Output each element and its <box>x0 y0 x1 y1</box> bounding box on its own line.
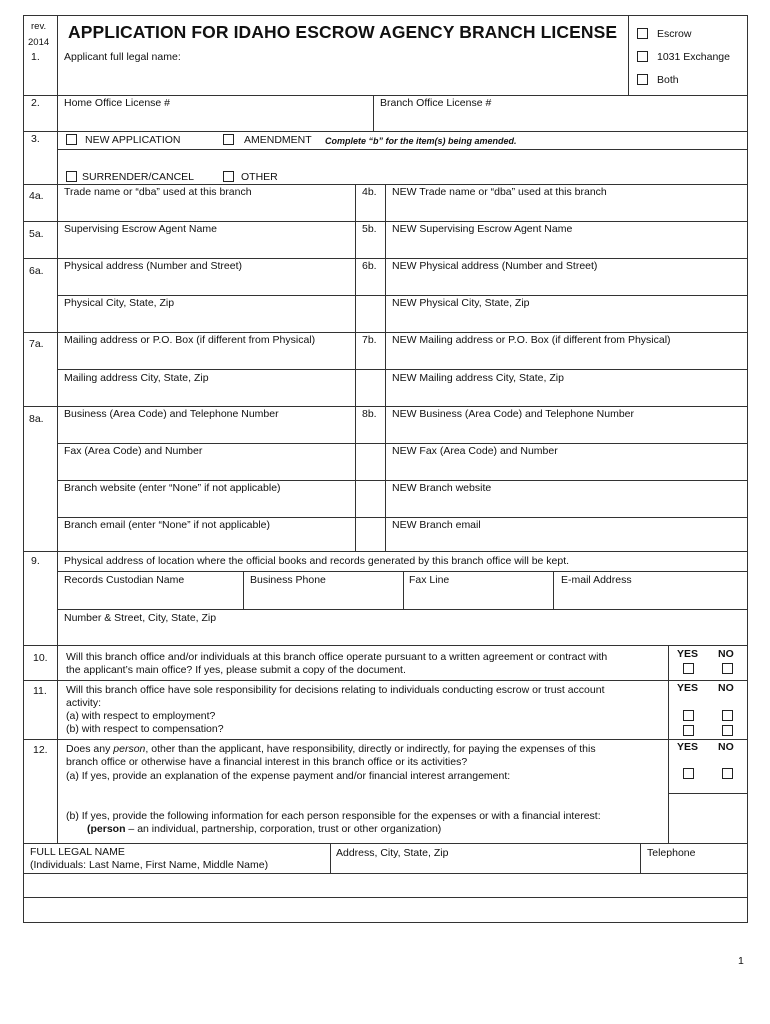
q10-yes-checkbox[interactable] <box>683 663 694 674</box>
table-row[interactable] <box>24 898 746 921</box>
new-fax-label: NEW Fax (Area Code) and Number <box>392 445 558 457</box>
table-header-address: Address, City, State, Zip <box>336 847 449 859</box>
surrender-cancel-checkbox[interactable] <box>66 171 77 182</box>
q12-no-label: NO <box>718 741 734 753</box>
surrender-cancel-label: SURRENDER/CANCEL <box>82 171 195 183</box>
row-number-1: 1. <box>31 51 40 63</box>
custodian-label: Records Custodian Name <box>64 574 185 586</box>
branch-office-license-label: Branch Office License # <box>380 97 492 109</box>
applicant-name-label: Applicant full legal name: <box>64 51 181 63</box>
revision-label: rev. <box>31 21 47 32</box>
escrow-checkbox[interactable] <box>637 28 648 39</box>
q12-item-b: (b) If yes, provide the following information for each person responsible for the expenses or with a financial interest: <box>66 810 601 822</box>
amendment-checkbox[interactable] <box>223 134 234 145</box>
new-application-label: NEW APPLICATION <box>85 134 181 146</box>
row-number-10: 10. <box>33 652 48 664</box>
physical-address-field[interactable] <box>58 273 354 294</box>
other-label: OTHER <box>241 171 278 183</box>
q12-person-term: person <box>113 743 146 755</box>
new-trade-name-field[interactable] <box>386 199 746 220</box>
q11-text-line2: activity: <box>66 697 102 709</box>
records-street-field[interactable] <box>58 625 746 644</box>
website-field[interactable] <box>58 495 354 516</box>
amendment-label: AMENDMENT <box>244 134 312 146</box>
new-telephone-label: NEW Business (Area Code) and Telephone Number <box>392 408 635 420</box>
records-street-label: Number & Street, City, State, Zip <box>64 612 217 624</box>
new-physical-address-label: NEW Physical address (Number and Street) <box>392 260 598 272</box>
row-number-3: 3. <box>31 133 40 145</box>
escrow-label: Escrow <box>657 28 692 40</box>
supervising-agent-label: Supervising Escrow Agent Name <box>64 223 217 235</box>
q10-yes-label: YES <box>677 648 699 660</box>
mailing-address-label: Mailing address or P.O. Box (if different from Physical) <box>64 334 316 346</box>
table-header-telephone: Telephone <box>647 847 696 859</box>
new-mailing-address-field[interactable] <box>386 347 746 368</box>
q12-item-a: (a) If yes, provide an explanation of the expense payment and/or financial interest arrangement: <box>66 770 511 782</box>
amendment-note: Complete “b” for the item(s) being amended. <box>325 136 517 146</box>
fax-line-label: Fax Line <box>409 574 450 586</box>
q12-person-definition: (person – an individual, partnership, corporation, trust or other organization) <box>87 823 442 835</box>
row-number-5a: 5a. <box>29 228 44 240</box>
physical-city-field[interactable] <box>58 310 354 331</box>
new-website-label: NEW Branch website <box>392 482 492 494</box>
table-header-full-legal-name: FULL LEGAL NAME <box>30 846 125 858</box>
q10-no-checkbox[interactable] <box>722 663 733 674</box>
row-number-7b: 7b. <box>362 334 377 346</box>
mailing-city-label: Mailing address City, State, Zip <box>64 372 209 384</box>
new-website-field[interactable] <box>386 495 746 516</box>
new-email-label: NEW Branch email <box>392 519 481 531</box>
new-application-checkbox[interactable] <box>66 134 77 145</box>
website-label: Branch website (enter “None” if not applicable) <box>64 482 281 494</box>
fax-line-field[interactable] <box>404 587 552 608</box>
row-number-11: 11. <box>33 685 47 697</box>
new-trade-name-label: NEW Trade name or “dba” used at this branch <box>392 186 607 198</box>
applicant-name-field[interactable] <box>58 64 627 94</box>
new-mailing-address-label: NEW Mailing address or P.O. Box (if different from Physical) <box>392 334 671 346</box>
new-physical-city-label: NEW Physical City, State, Zip <box>392 297 530 309</box>
branch-office-license-field[interactable] <box>374 110 746 130</box>
new-mailing-city-field[interactable] <box>386 385 746 405</box>
records-location-label: Physical address of location where the official books and records generated by this branch office will be kept. <box>64 555 570 567</box>
new-physical-city-field[interactable] <box>386 310 746 331</box>
physical-address-label: Physical address (Number and Street) <box>64 260 242 272</box>
row-number-7a: 7a. <box>29 338 44 350</box>
row-number-8a: 8a. <box>29 413 44 425</box>
row-number-5b: 5b. <box>362 223 377 235</box>
telephone-field[interactable] <box>58 421 354 442</box>
exchange-1031-checkbox[interactable] <box>637 51 648 62</box>
row-number-2: 2. <box>31 97 40 109</box>
q12-yes-label: YES <box>677 741 699 753</box>
email-address-label: E-mail Address <box>561 574 632 586</box>
fax-field[interactable] <box>58 458 354 479</box>
q10-text-line2: the applicant’s main office? If yes, please submit a copy of the document. <box>66 664 406 676</box>
q12-text-line1: Does any person, other than the applicant, have responsibility, directly or indirectly, for paying the expenses of this <box>66 743 596 755</box>
q12-no-checkbox[interactable] <box>722 768 733 779</box>
page-number: 1 <box>738 955 744 967</box>
new-physical-address-field[interactable] <box>386 273 746 294</box>
row-number-4b: 4b. <box>362 186 377 198</box>
new-fax-field[interactable] <box>386 458 746 479</box>
custodian-field[interactable] <box>58 587 242 608</box>
home-office-license-field[interactable] <box>58 110 372 130</box>
table-header-name-sub: (Individuals: Last Name, First Name, Middle Name) <box>30 859 269 871</box>
row-number-9: 9. <box>31 555 40 567</box>
row-number-12: 12. <box>33 744 48 756</box>
q11a-no-checkbox[interactable] <box>722 710 733 721</box>
q11a-yes-checkbox[interactable] <box>683 710 694 721</box>
q10-no-label: NO <box>718 648 734 660</box>
q12-explanation-field[interactable] <box>58 784 666 808</box>
q11b-yes-checkbox[interactable] <box>683 725 694 736</box>
row-number-8b: 8b. <box>362 408 377 420</box>
fax-label: Fax (Area Code) and Number <box>64 445 203 457</box>
telephone-label: Business (Area Code) and Telephone Number <box>64 408 279 420</box>
both-label: Both <box>657 74 679 86</box>
table-row[interactable] <box>24 874 746 896</box>
q11b-no-checkbox[interactable] <box>722 725 733 736</box>
q11-text-line1: Will this branch office have sole responsibility for decisions relating to individuals conducting escrow or trust account <box>66 684 605 696</box>
new-mailing-city-label: NEW Mailing address City, State, Zip <box>392 372 564 384</box>
email-label: Branch email (enter “None” if not applicable) <box>64 519 271 531</box>
mailing-address-field[interactable] <box>58 347 354 368</box>
email-address-field[interactable] <box>554 587 746 608</box>
business-phone-field[interactable] <box>244 587 402 608</box>
row-number-6b: 6b. <box>362 260 377 272</box>
trade-name-field[interactable] <box>58 199 354 220</box>
exchange-1031-label: 1031 Exchange <box>657 51 730 63</box>
supervising-agent-field[interactable] <box>58 236 354 257</box>
page-title: APPLICATION FOR IDAHO ESCROW AGENCY BRANCH LICENSE <box>68 22 618 42</box>
q12-yes-checkbox[interactable] <box>683 768 694 779</box>
new-supervising-agent-field[interactable] <box>386 236 746 257</box>
home-office-license-label: Home Office License # <box>64 97 171 109</box>
business-phone-label: Business Phone <box>250 574 326 586</box>
other-checkbox[interactable] <box>223 171 234 182</box>
physical-city-label: Physical City, State, Zip <box>64 297 175 309</box>
row-number-4a: 4a. <box>29 190 44 202</box>
q12-text-line2: branch office or otherwise have a financial interest in this branch office or its activities? <box>66 756 468 768</box>
q11-no-label: NO <box>718 682 734 694</box>
row-number-6a: 6a. <box>29 265 44 277</box>
email-field[interactable] <box>58 532 354 550</box>
trade-name-label: Trade name or “dba” used at this branch <box>64 186 252 198</box>
revision-year: 2014 <box>28 37 50 48</box>
new-email-field[interactable] <box>386 532 746 550</box>
new-supervising-agent-label: NEW Supervising Escrow Agent Name <box>392 223 573 235</box>
q11-item-a: (a) with respect to employment? <box>66 710 216 722</box>
q10-text-line1: Will this branch office and/or individuals at this branch office operate pursuant to a written agreement or contract with <box>66 651 608 663</box>
mailing-city-field[interactable] <box>58 385 354 405</box>
q11-item-b: (b) with respect to compensation? <box>66 723 224 735</box>
new-telephone-field[interactable] <box>386 421 746 442</box>
both-checkbox[interactable] <box>637 74 648 85</box>
q11-yes-label: YES <box>677 682 699 694</box>
